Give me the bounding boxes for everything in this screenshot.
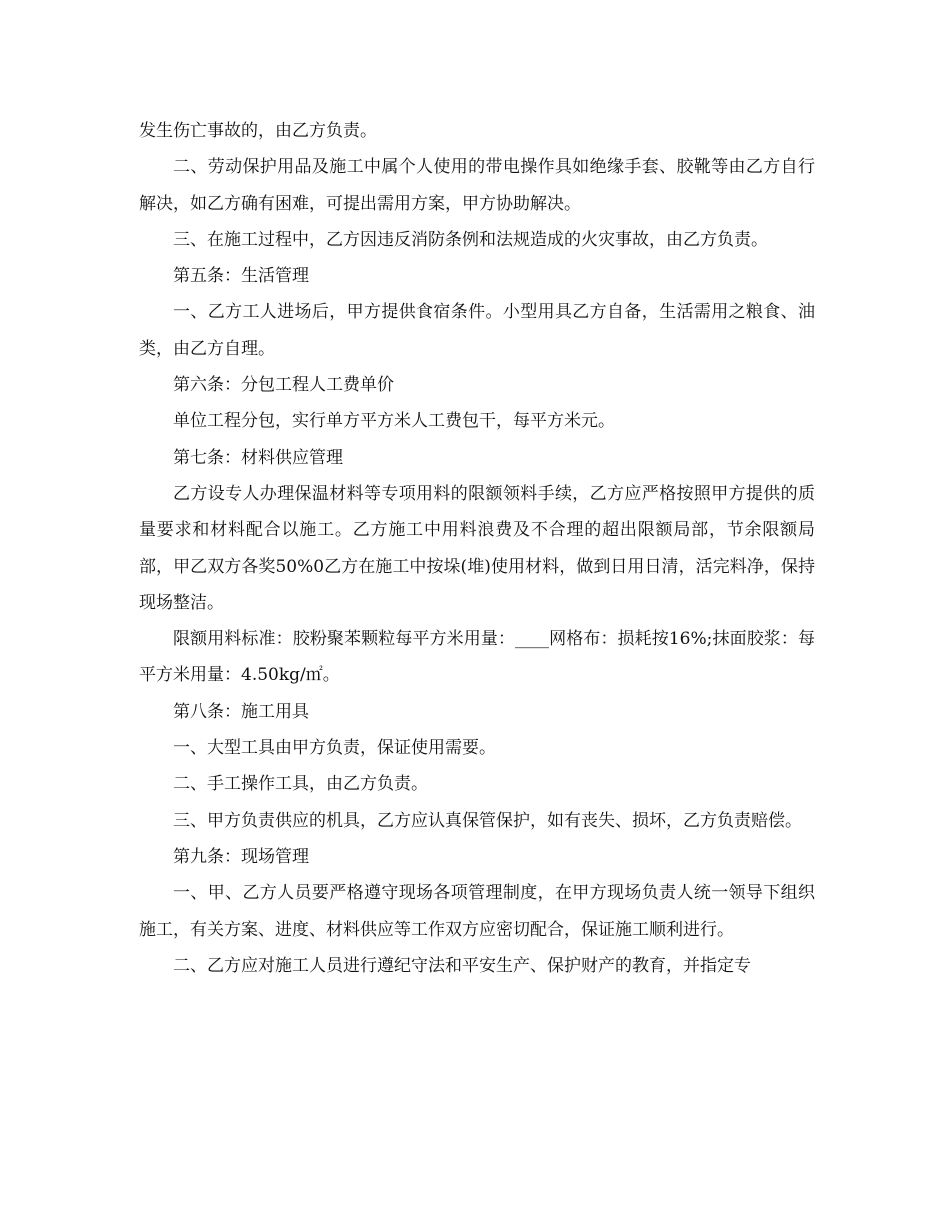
heading-article-6: 第六条：分包工程人工费单价 (173, 375, 394, 396)
paragraph-labor-cost: 单位工程分包，实行单方平方米人工费包干，每平方米元。 (173, 411, 615, 432)
paragraph-safety-education: 二、乙方应对施工人员进行遵纪守法和平安生产、保护财产的教育，并指定专 (173, 955, 751, 976)
paragraph-fire-accident: 三、在施工过程中，乙方因违反消防条例和法规造成的火灾事故，由乙方负责。 (173, 229, 768, 250)
document-body (139, 113, 815, 984)
paragraph-equipment-care: 三、甲方负责供应的机具，乙方应认真保管保护，如有丧失、损坏，乙方负责赔偿。 (173, 810, 802, 831)
paragraph-hand-tools: 二、手工操作工具，由乙方负责。 (173, 774, 428, 795)
paragraph-living-conditions: 一、乙方工人进场后，甲方提供食宿条件。小型用具乙方自备，生活需用之粮食、油类，由乙方自理。 (139, 302, 815, 359)
heading-article-5: 第五条：生活管理 (173, 266, 309, 287)
heading-article-9: 第九条：现场管理 (173, 846, 309, 867)
paragraph-protective-equipment: 二、劳动保护用品及施工中属个人使用的带电操作具如绝缘手套、胶靴等由乙方自行解决，如乙方确有困难，可提出需用方案，甲方协助解决。 (139, 157, 815, 214)
heading-article-8: 第八条：施工用具 (173, 701, 309, 722)
heading-article-7: 第七条：材料供应管理 (173, 447, 343, 468)
paragraph-injury-accident: 发生伤亡事故的，由乙方负责。 (139, 121, 377, 141)
paragraph-site-rules: 一、甲、乙方人员要严格遵守现场各项管理制度，在甲方现场负责人统一领导下组织施工，有关方案、进度、材料供应等工作双方应密切配合，保证施工顺利进行。 (139, 883, 815, 940)
paragraph-material-standard: 限额用料标准：胶粉聚苯颗粒每平方米用量：____网格布：损耗按16%;抹面胶浆：每平方米用量：4.50kg/㎡。 (139, 629, 815, 686)
paragraph-material-supply: 乙方设专人办理保温材料等专项用料的限额领料手续，乙方应严格按照甲方提供的质量要求和材料配合以施工。乙方施工中用料浪费及不合理的超出限额局部，节余限额局部，甲乙双方各奖50%0乙方在施工中按垛(堆)使用材料，做到日用日清，活完料净，保持现场整洁。 (139, 483, 815, 613)
paragraph-large-tools: 一、大型工具由甲方负责，保证使用需要。 (173, 738, 496, 759)
